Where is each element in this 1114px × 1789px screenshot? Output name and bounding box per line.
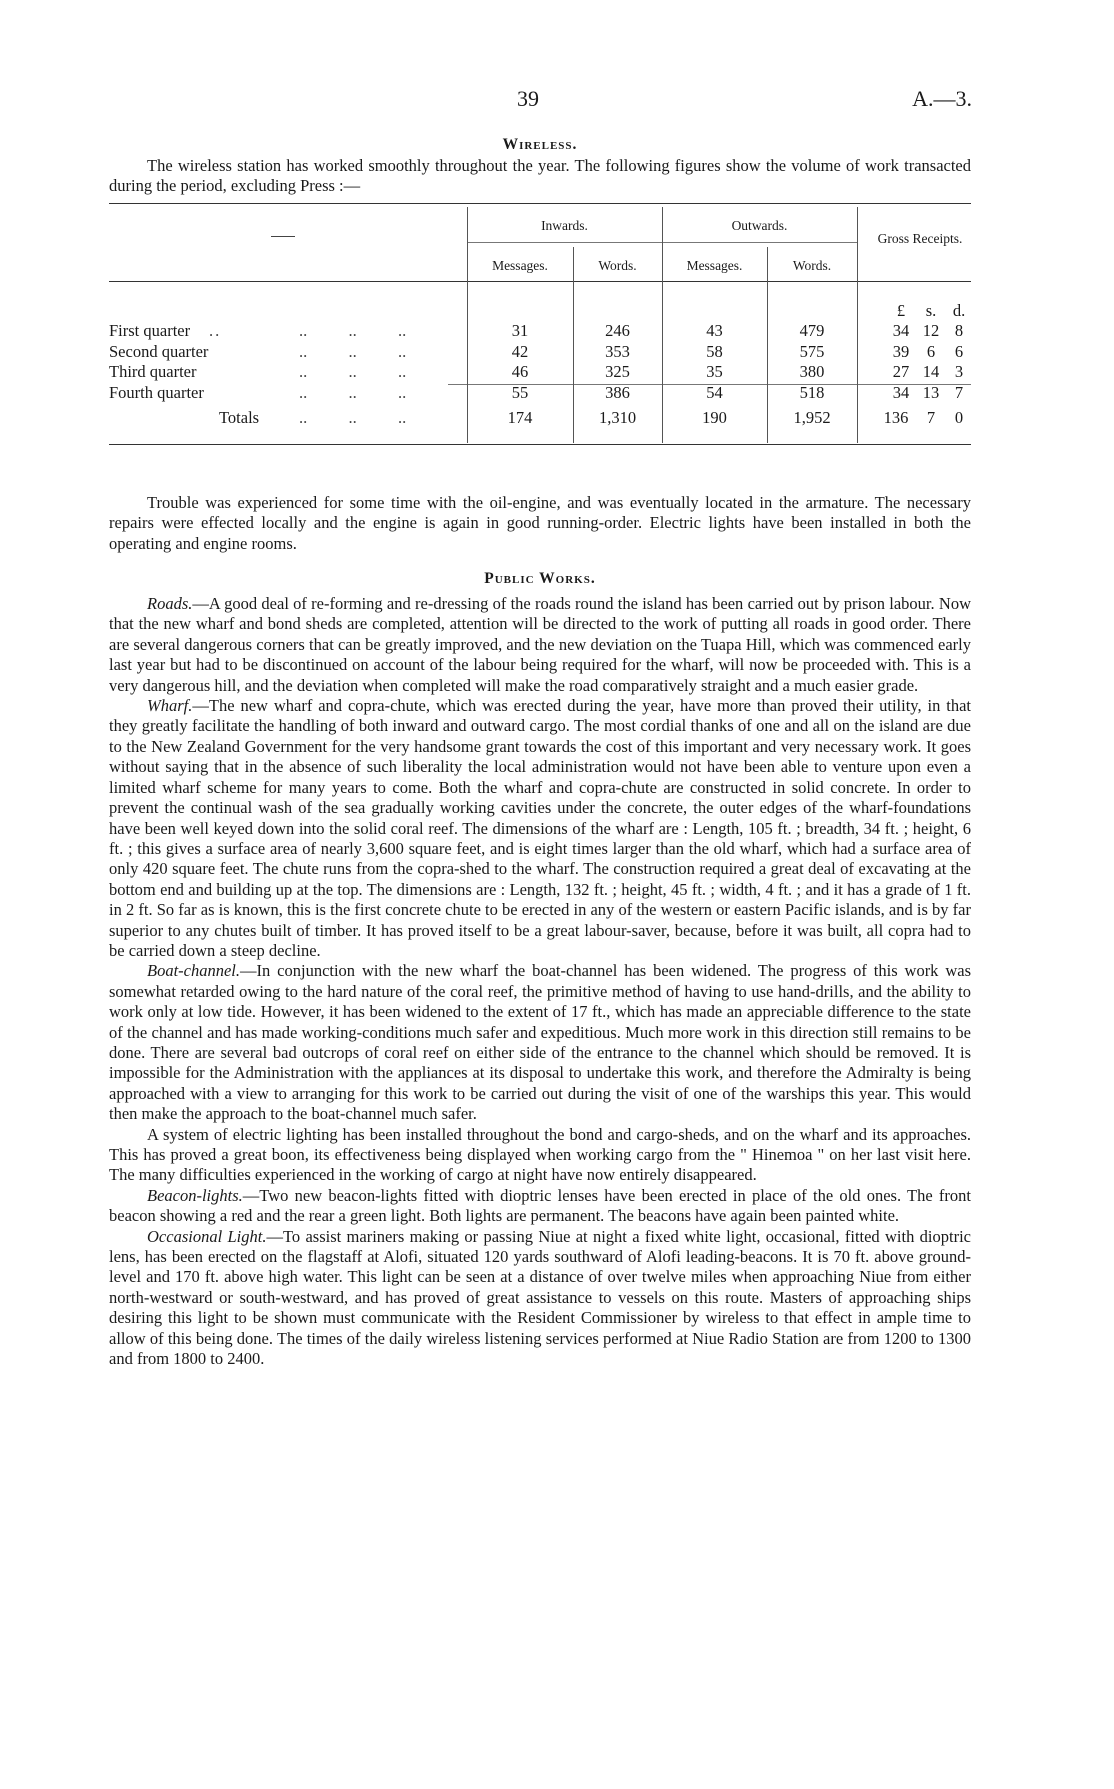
row-label: Second quarter bbox=[109, 341, 209, 361]
header-gross-receipts: Gross Receipts. bbox=[877, 230, 963, 246]
row-label: Third quarter bbox=[109, 361, 197, 381]
paragraph-electric-lighting: A system of electric lighting has been installed throughout the bond and cargo-sheds, and on the wharf and its approaches. This has proved a great boon, its effectiveness being displayed when working cargo from the " Hinemoa " on her last visit here. The many difficulties experienced in the working of cargo at night have now entirely disappeared. bbox=[109, 1124, 971, 1185]
row-label: First quarter bbox=[109, 320, 191, 340]
table-cell: 386 bbox=[605, 382, 630, 402]
header-in-words: Words. bbox=[598, 257, 637, 273]
table-cell: 518 bbox=[799, 382, 825, 402]
header-in-messages: Messages. bbox=[492, 257, 548, 273]
page-content bbox=[109, 134, 971, 1369]
document-reference: A.—3. bbox=[912, 86, 972, 111]
section-title-wireless: Wireless. bbox=[502, 136, 578, 153]
table-cell: 13 bbox=[922, 382, 940, 402]
roads-heading: Roads. bbox=[147, 594, 193, 614]
table-head-rule bbox=[109, 281, 971, 282]
section-title-public-works: Public Works. bbox=[484, 570, 596, 588]
header-out-words: Words. bbox=[792, 257, 832, 273]
table-cell: 54 bbox=[706, 382, 723, 402]
paragraph-roads: Roads.—A good deal of re-forming and re-dressing of the roads round the island has been carried out by prison labour. Now that the new wharf and bond sheds are completed, attention will be directed to the work of putting all roads in good order. There are several dangerous corners that can be greatly improved, and the new deviation on the Tuapa Hill, which was commenced early last year but had to be discontinued on account of the labour being required for the wharf, will now be proceeded with. This is a very dangerous hill, and the deviation when completed will make the road comparatively straight and a much easier grade. bbox=[109, 594, 971, 695]
wireless-intro: The wireless station has worked smoothly throughout the year. The following figures show the volume of work transacted during the period, excluding Press :— bbox=[109, 156, 971, 196]
table-cell: 7 bbox=[954, 382, 964, 402]
table-cell: 34 bbox=[892, 382, 910, 402]
wharf-heading: Wharf. bbox=[147, 696, 193, 716]
paragraph-beacon-lights: Beacon-lights.—Two new beacon-lights fitted with dioptric lenses have been erected in place of the old ones. The front beacon showing a red and the rear a green light. Both lights are permanent. The beacons have again been painted white. bbox=[109, 1185, 971, 1226]
occasional-light-heading: Occasional Light. bbox=[147, 1226, 267, 1246]
page-header bbox=[0, 86, 1114, 116]
table-bottom-rule bbox=[109, 444, 971, 445]
wireless-engine-note: Trouble was experienced for some time with the oil-engine, and was eventually located in the armature. The necessary repairs were effected locally and the engine is again in good running-order. Electric lights have been installed in both the operating and engine rooms. bbox=[109, 492, 971, 553]
table-top-rule bbox=[109, 203, 971, 204]
paragraph-boat-channel: Boat-channel.—In conjunction with the new wharf the boat-channel has been widened. The progress of this work was somewhat retarded owing to the hard nature of the coral reef, the primitive method of having to use hand-drills, and the ability to work only at low tide. However, it has been widened to the extent of 17 ft., which has made an appreciable difference to the state of the channel and has made working-conditions much safer and expeditious. Much more work in this direction still remains to be done. There are several bad outcrops of coral reef on either side of the entrance to the channel which should be removed. It is impossible for the Administration with the appliances at its disposal to undertake this work, and therefore the Admiralty is being approached with a view to arranging for this work to be carried out during the visit of one of the warships this year. This would then make the approach to the boat-channel much safer. bbox=[109, 961, 971, 1124]
wireless-traffic-table: Inwards. Outwards. Gross Receipts. Messages. Words. Messages. Words. £ s. d. First quarter .. .. .. .. 31 246 43 479 34 12 8 Second quarter .. .. .. 42 353 58 575 39 6 6 Third quarter .. .. .. 46 325 35 380 27 14 3 Fourth quarter .. .. .. Totals .. .. .. 174 1,310 190 1,952 136 7 0 55 386 54 518 34 13 7 bbox=[109, 203, 971, 493]
paragraph-wharf: Wharf.—The new wharf and copra-chute, which was erected during the year, have more than proved their utility, in that they greatly facilitate the handling of both inward and outward cargo. The most cordial thanks of one and all on the island are due to the New Zealand Government for the very handsome grant towards the cost of this important and very necessary work. It goes without saying that in the absence of such liberality the local administration would not have been able to venture upon even a limited wharf scheme for many years to come. Both the wharf and copra-chute are constructed in solid concrete. In order to prevent the continual wash of the sea gradually working cavities under the concrete, the outer edges of the wharf-foundations have been well keyed down into the solid coral reef. The dimensions of the wharf are : Length, 105 ft. ; breadth, 34 ft. ; height, 6 ft. ; this gives a surface area of nearly 3,600 square feet, and is eight times larger than the old wharf, which had a surface area of only 420 square feet. The chute runs from the copra-shed to the wharf. The construction required a great deal of excavating at the bottom end and building up at the top. The dimensions are : Length, 132 ft. ; height, 45 ft. ; width, 4 ft. ; and it has a grade of 1 ft. in 2 ft. So far as is known, this is the first concrete chute to be erected in any of the western or eastern Pacific islands, and is by far superior to any chutes built of timber. It has proved itself to be a great labour-saver, because, before it was built, all copra had to be carried down a steep decline. bbox=[109, 696, 971, 960]
currency-pence: d. bbox=[952, 300, 966, 320]
currency-shillings: s. bbox=[925, 300, 937, 320]
currency-pounds: £ bbox=[896, 300, 906, 320]
page-number: 39 bbox=[517, 86, 539, 111]
boat-channel-heading: Boat-channel. bbox=[147, 961, 241, 981]
row-label: Fourth quarter bbox=[109, 382, 204, 402]
header-outwards: Outwards. bbox=[731, 217, 788, 233]
table-cell: 55 bbox=[511, 382, 529, 402]
totals-label: Totals bbox=[219, 407, 260, 427]
corner-dash bbox=[271, 236, 295, 237]
header-inwards: Inwards. bbox=[541, 217, 588, 233]
header-out-messages: Messages. bbox=[686, 257, 743, 273]
beacon-lights-heading: Beacon-lights. bbox=[147, 1185, 243, 1205]
paragraph-occasional-light: Occasional Light.—To assist mariners making or passing Niue at night a fixed white light, occasional, fitted with dioptric lens, has been erected on the flagstaff at Alofi, situated 120 yards southward of Alofi leading-beacons. It is 70 ft. above ground-level and 170 ft. above high water. This light can be seen at a distance of over twelve miles when approaching Niue from either north-westward or south-westward, and has proved of great assistance to vessels on this route. Masters of approaching ships desiring this light to be shown must communicate with the Resident Commissioner by wireless to that effect in ample time to allow of this being done. The times of the daily wireless listening services performed at Niue Radio Station are from 1200 to 1300 and from 1800 to 2400. bbox=[109, 1226, 971, 1369]
